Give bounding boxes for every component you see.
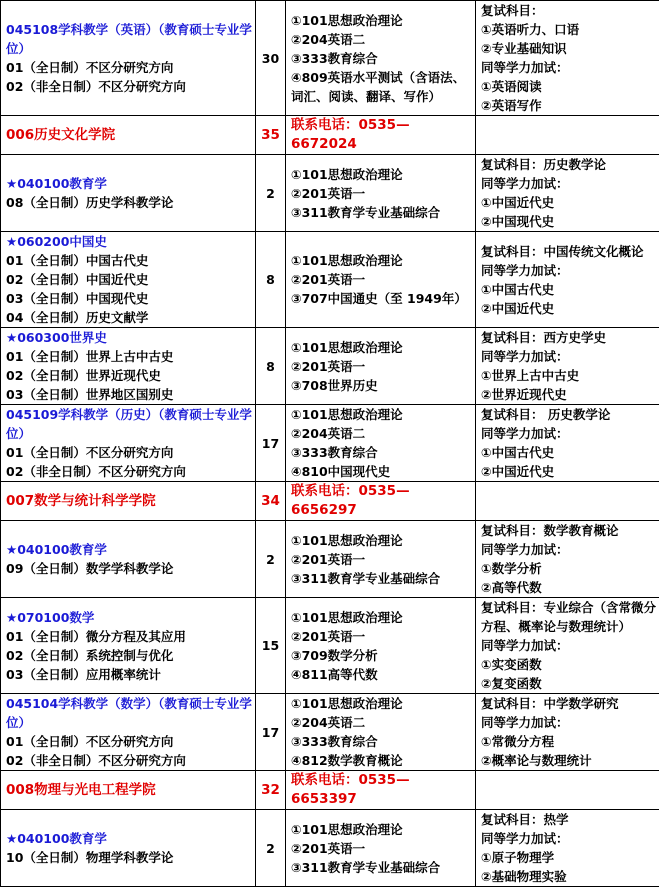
exam-subject: ①101思想政治理论 xyxy=(291,608,475,627)
program-row xyxy=(1,1,659,116)
retest-item: ②概率论与数理统计 xyxy=(481,751,659,770)
program-title xyxy=(6,405,255,443)
exam-subjects-cell xyxy=(286,598,476,694)
program-title xyxy=(6,20,255,58)
program-title-text: 060200中国史 xyxy=(17,234,107,249)
direction-item: 01（全日制）不区分研究方向 xyxy=(6,732,255,751)
direction-item: 09（全日制）数学学科教学论 xyxy=(6,559,255,578)
program-title-text: 045108学科教学（英语）（教育硕士专业学位） xyxy=(6,22,252,56)
retest-item: ①原子物理学 xyxy=(481,848,659,867)
retest-item: 同等学力加试： xyxy=(481,58,659,77)
exam-subject: ③311教育学专业基础综合 xyxy=(291,569,475,588)
exam-subjects-cell xyxy=(286,405,476,482)
program-title xyxy=(6,540,255,559)
retest-item: ②中国近代史 xyxy=(481,462,659,481)
exam-subject: ②201英语一 xyxy=(291,184,475,203)
direction-item: 03（全日制）应用概率统计 xyxy=(6,665,255,684)
program-row xyxy=(1,694,659,771)
retest-item: ②高等代数 xyxy=(481,578,659,597)
program-title-text: 040100教育学 xyxy=(17,176,107,191)
program-cell xyxy=(1,1,256,116)
exam-subject: ①101思想政治理论 xyxy=(291,338,475,357)
direction-item: 04（全日制）历史文献学 xyxy=(6,308,255,327)
program-title-text: 060300世界史 xyxy=(17,330,107,345)
exam-subject: ④810中国现代史 xyxy=(291,462,475,481)
retest-item: 同等学力加试： xyxy=(481,829,659,848)
program-quota: 2 xyxy=(256,521,286,598)
retest-item: ②中国现代史 xyxy=(481,212,659,231)
retest-item: 复试科目：历史教学论 xyxy=(481,155,659,174)
retest-cell xyxy=(476,405,659,482)
program-row xyxy=(1,328,659,405)
exam-subject: ②201英语一 xyxy=(291,357,475,376)
program-row xyxy=(1,232,659,328)
exam-subject: ①101思想政治理论 xyxy=(291,405,475,424)
exam-subject: ③708世界历史 xyxy=(291,376,475,395)
college-contact: 联系电话：0535—6653397 xyxy=(286,771,476,810)
retest-item: ①中国近代史 xyxy=(481,193,659,212)
program-title xyxy=(6,328,255,347)
program-title xyxy=(6,694,255,732)
program-title xyxy=(6,232,255,251)
college-contact: 联系电话：0535—6672024 xyxy=(286,116,476,155)
direction-item: 02（非全日制）不区分研究方向 xyxy=(6,751,255,770)
retest-cell xyxy=(476,1,659,116)
retest-cell xyxy=(476,694,659,771)
retest-item: 同等学力加试： xyxy=(481,713,659,732)
exam-subjects-cell xyxy=(286,232,476,328)
exam-subject: ①101思想政治理论 xyxy=(291,820,475,839)
college-row xyxy=(1,482,659,521)
star-icon: ★ xyxy=(6,831,17,846)
direction-item: 08（全日制）历史学科教学论 xyxy=(6,193,255,212)
program-title-text: 045109学科教学（历史）（教育硕士专业学位） xyxy=(6,407,252,441)
retest-cell xyxy=(476,328,659,405)
college-empty-cell xyxy=(476,771,659,810)
exam-subjects-cell xyxy=(286,810,476,887)
program-title-text: 045104学科教学（数学）（教育硕士专业学位） xyxy=(6,696,252,730)
retest-item: 复试科目：数学教育概论 xyxy=(481,521,659,540)
retest-item: 同等学力加试： xyxy=(481,540,659,559)
program-quota: 17 xyxy=(256,405,286,482)
direction-item: 03（全日制）世界地区国别史 xyxy=(6,385,255,404)
direction-item: 02（全日制）系统控制与优化 xyxy=(6,646,255,665)
program-quota: 2 xyxy=(256,810,286,887)
retest-cell xyxy=(476,810,659,887)
retest-item: ①世界上古中古史 xyxy=(481,366,659,385)
program-quota: 8 xyxy=(256,232,286,328)
program-row xyxy=(1,521,659,598)
program-row xyxy=(1,155,659,232)
retest-cell xyxy=(476,598,659,694)
retest-cell xyxy=(476,155,659,232)
retest-item: ①中国古代史 xyxy=(481,443,659,462)
program-quota: 2 xyxy=(256,155,286,232)
program-title xyxy=(6,174,255,193)
college-quota: 34 xyxy=(256,482,286,521)
retest-item: 同等学力加试： xyxy=(481,347,659,366)
program-row xyxy=(1,405,659,482)
direction-item: 01（全日制）微分方程及其应用 xyxy=(6,627,255,646)
retest-item: ②世界近现代史 xyxy=(481,385,659,404)
star-icon: ★ xyxy=(6,330,17,345)
retest-item: ①实变函数 xyxy=(481,655,659,674)
college-row xyxy=(1,771,659,810)
program-cell xyxy=(1,405,256,482)
direction-item: 02（全日制）中国近代史 xyxy=(6,270,255,289)
exam-subject: ②204英语二 xyxy=(291,713,475,732)
program-row xyxy=(1,810,659,887)
retest-item: 复试科目：西方史学史 xyxy=(481,328,659,347)
exam-subject: ①101思想政治理论 xyxy=(291,165,475,184)
program-quota: 17 xyxy=(256,694,286,771)
star-icon: ★ xyxy=(6,234,17,249)
exam-subject: ③311教育学专业基础综合 xyxy=(291,203,475,222)
program-title-text: 070100数学 xyxy=(17,610,94,625)
retest-item: ②复变函数 xyxy=(481,674,659,693)
program-quota: 15 xyxy=(256,598,286,694)
exam-subject: ②201英语一 xyxy=(291,839,475,858)
star-icon: ★ xyxy=(6,610,17,625)
exam-subject: ①101思想政治理论 xyxy=(291,531,475,550)
exam-subject: ④812数学教育概论 xyxy=(291,751,475,770)
program-cell xyxy=(1,598,256,694)
college-name: 008物理与光电工程学院 xyxy=(1,771,256,810)
retest-item: 复试科目： 历史教学论 xyxy=(481,405,659,424)
retest-item: ①数学分析 xyxy=(481,559,659,578)
retest-item: 复试科目：中学数学研究 xyxy=(481,694,659,713)
retest-item: ②英语写作 xyxy=(481,96,659,115)
exam-subject: ②201英语一 xyxy=(291,550,475,569)
program-cell xyxy=(1,694,256,771)
exam-subject: ③333教育综合 xyxy=(291,732,475,751)
college-contact: 联系电话：0535—6656297 xyxy=(286,482,476,521)
retest-item: 同等学力加试： xyxy=(481,424,659,443)
program-title xyxy=(6,829,255,848)
direction-item: 01（全日制）中国古代史 xyxy=(6,251,255,270)
program-cell xyxy=(1,155,256,232)
table-body xyxy=(1,1,659,887)
retest-item: 复试科目： xyxy=(481,1,659,20)
program-title-text: 040100教育学 xyxy=(17,542,107,557)
program-cell xyxy=(1,328,256,405)
exam-subject: ②204英语二 xyxy=(291,424,475,443)
college-name: 007数学与统计科学学院 xyxy=(1,482,256,521)
retest-item: 复试科目：专业综合（含常微分方程、概率论与数理统计） xyxy=(481,598,659,636)
retest-item: ②基础物理实验 xyxy=(481,867,659,886)
college-empty-cell xyxy=(476,482,659,521)
college-row xyxy=(1,116,659,155)
program-row xyxy=(1,598,659,694)
direction-item: 02（非全日制）不区分研究方向 xyxy=(6,77,255,96)
program-title xyxy=(6,608,255,627)
retest-item: 同等学力加试： xyxy=(481,174,659,193)
retest-item: ②专业基础知识 xyxy=(481,39,659,58)
exam-subject: ①101思想政治理论 xyxy=(291,694,475,713)
exam-subjects-cell xyxy=(286,694,476,771)
exam-subject: ③707中国通史（至 1949年） xyxy=(291,289,475,308)
program-quota: 8 xyxy=(256,328,286,405)
program-quota: 30 xyxy=(256,1,286,116)
retest-item: ②中国近代史 xyxy=(481,299,659,318)
retest-item: 同等学力加试： xyxy=(481,636,659,655)
college-empty-cell xyxy=(476,116,659,155)
program-cell xyxy=(1,521,256,598)
star-icon: ★ xyxy=(6,176,17,191)
direction-item: 02（非全日制）不区分研究方向 xyxy=(6,462,255,481)
college-name: 006历史文化学院 xyxy=(1,116,256,155)
exam-subject: ③333教育综合 xyxy=(291,49,475,68)
direction-item: 01（全日制）不区分研究方向 xyxy=(6,443,255,462)
direction-item: 01（全日制）世界上古中古史 xyxy=(6,347,255,366)
exam-subjects-cell xyxy=(286,521,476,598)
program-cell xyxy=(1,810,256,887)
retest-item: ①英语阅读 xyxy=(481,77,659,96)
exam-subject: ②201英语一 xyxy=(291,270,475,289)
direction-item: 02（全日制）世界近现代史 xyxy=(6,366,255,385)
exam-subject: ①101思想政治理论 xyxy=(291,11,475,30)
retest-item: 复试科目：热学 xyxy=(481,810,659,829)
exam-subjects-cell xyxy=(286,155,476,232)
exam-subjects-cell xyxy=(286,328,476,405)
retest-item: 同等学力加试： xyxy=(481,261,659,280)
star-icon: ★ xyxy=(6,542,17,557)
exam-subject: ③311教育学专业基础综合 xyxy=(291,858,475,877)
exam-subject: ①101思想政治理论 xyxy=(291,251,475,270)
exam-subject: ③333教育综合 xyxy=(291,443,475,462)
program-cell xyxy=(1,232,256,328)
retest-item: ①英语听力、口语 xyxy=(481,20,659,39)
exam-subject: ④809英语水平测试（含语法、词汇、阅读、翻译、写作） xyxy=(291,68,475,106)
retest-item: ①中国古代史 xyxy=(481,280,659,299)
exam-subject: ④811高等代数 xyxy=(291,665,475,684)
retest-item: 复试科目：中国传统文化概论 xyxy=(481,242,659,261)
college-quota: 35 xyxy=(256,116,286,155)
college-quota: 32 xyxy=(256,771,286,810)
direction-item: 01（全日制）不区分研究方向 xyxy=(6,58,255,77)
exam-subject: ③709数学分析 xyxy=(291,646,475,665)
retest-cell xyxy=(476,232,659,328)
retest-cell xyxy=(476,521,659,598)
exam-subject: ②201英语一 xyxy=(291,627,475,646)
exam-subject: ②204英语二 xyxy=(291,30,475,49)
direction-item: 10（全日制）物理学科教学论 xyxy=(6,848,255,867)
exam-subjects-cell xyxy=(286,1,476,116)
program-title-text: 040100教育学 xyxy=(17,831,107,846)
retest-item: ①常微分方程 xyxy=(481,732,659,751)
direction-item: 03（全日制）中国现代史 xyxy=(6,289,255,308)
